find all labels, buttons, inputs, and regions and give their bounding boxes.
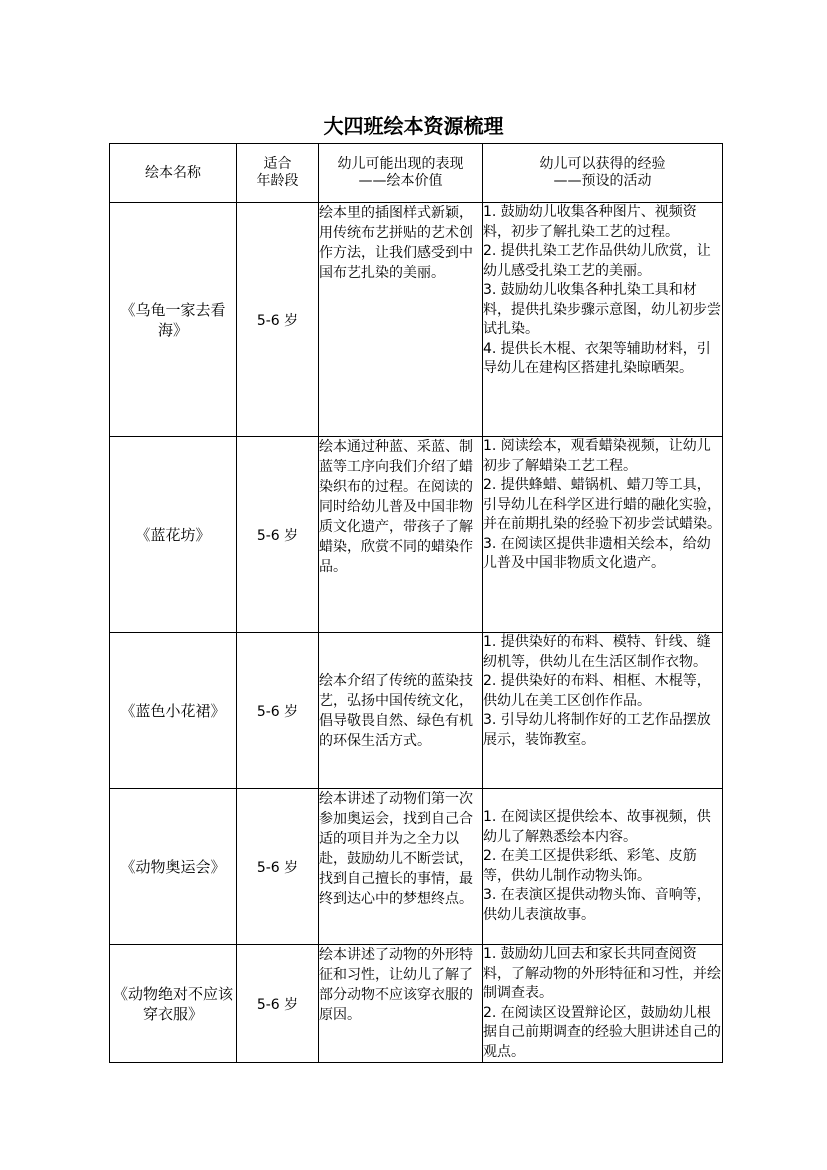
table-row [110, 789, 723, 945]
age-range: 5-6 岁 [237, 945, 319, 1063]
book-value: 绘本里的插图样式新颖，用传统布艺拼贴的艺术创作方法，让我们感受到中国布艺扎染的美丽。 [319, 203, 483, 437]
header-age-line1: 适合 [263, 156, 292, 172]
activity-item: 1. 提供染好的布料、模特、针线、缝纫机等，供幼儿在生活区制作衣物。 [483, 634, 711, 670]
book-name: 《蓝色小花裙》 [110, 633, 237, 789]
table-row [110, 633, 723, 789]
age-range: 5-6 岁 [237, 633, 319, 789]
activity-list [483, 789, 723, 945]
header-value-line2: ——绘本价值 [358, 173, 443, 189]
activity-item: 2. 在阅读区设置辩论区，鼓励幼儿根据自己前期调查的经验大胆讲述自己的观点。 [483, 1004, 721, 1060]
page-title: 大四班绘本资源梳理 [323, 114, 504, 138]
activity-item: 3. 引导幼儿将制作好的工艺作品摆放展示，装饰教室。 [483, 712, 711, 748]
activity-item: 2. 提供蜂蜡、蜡锅机、蜡刀等工具，引导幼儿在科学区进行蜡的融化实验，并在前期扎染的经验下初步尝试蜡染。 [483, 477, 721, 532]
activity-item: 1. 在阅读区提供绘本、故事视频，供幼儿了解熟悉绘本内容。 [483, 809, 711, 845]
age-range: 5-6 岁 [237, 789, 319, 945]
header-activity [483, 144, 723, 203]
book-value: 绘本通过种蓝、采蓝、制蓝等工序向我们介绍了蜡染织布的过程。在阅读的同时给幼儿普及中国非物质文化遗产，带孩子了解蜡染，欣赏不同的蜡染作品。 [319, 437, 483, 633]
header-activity-line1: 幼儿可以获得的经验 [539, 156, 666, 172]
activity-list [483, 633, 723, 789]
activity-item: 2. 提供扎染工艺作品供幼儿欣赏，让幼儿感受扎染工艺的美丽。 [483, 243, 711, 279]
book-name: 《蓝花坊》 [110, 437, 237, 633]
activity-item: 3. 鼓励幼儿收集各种扎染工具和材料，提供扎染步骤示意图，幼儿初步尝试扎染。 [483, 282, 721, 337]
header-age [237, 144, 319, 203]
activity-list [483, 437, 723, 633]
activity-item: 2. 在美工区提供彩纸、彩笔、皮筋等，供幼儿制作动物头饰。 [483, 848, 697, 884]
activity-item: 1. 鼓励幼儿回去和家长共同查阅资料，了解动物的外形特征和习性，并绘制调查表。 [483, 946, 721, 1001]
activity-item: 1. 鼓励幼儿收集各种图片、视频资料，初步了解扎染工艺的过程。 [483, 204, 697, 240]
table-row [110, 203, 723, 437]
age-range: 5-6 岁 [237, 203, 319, 437]
table-row [110, 437, 723, 633]
book-value: 绘本介绍了传统的蓝染技艺，弘扬中国传统文化，倡导敬畏自然、绿色有机的环保生活方式。 [319, 633, 483, 789]
activity-item: 1. 阅读绘本，观看蜡染视频，让幼儿初步了解蜡染工艺工程。 [483, 438, 711, 474]
header-value [319, 144, 483, 203]
resource-table [109, 143, 723, 1063]
table-row [110, 945, 723, 1063]
activity-item: 2. 提供染好的布料、相框、木棍等，供幼儿在美工区创作作品。 [483, 673, 711, 709]
activity-item: 4. 提供长木棍、衣架等辅助材料，引导幼儿在建构区搭建扎染晾晒架。 [483, 340, 711, 376]
activity-list [483, 203, 723, 437]
header-book-name: 绘本名称 [110, 144, 237, 203]
book-name: 《动物绝对不应该穿衣服》 [110, 945, 237, 1063]
header-row [110, 144, 723, 203]
activity-list [483, 945, 723, 1063]
header-activity-line2: ——预设的活动 [553, 173, 652, 189]
book-name: 《动物奥运会》 [110, 789, 237, 945]
header-value-line1: 幼儿可能出现的表现 [337, 156, 464, 172]
activity-item: 3. 在阅读区提供非遗相关绘本，给幼儿普及中国非物质文化遗产。 [483, 535, 711, 571]
book-value: 绘本讲述了动物们第一次参加奥运会，找到自己合适的项目并为之全力以赴，鼓励幼儿不断尝试，找到自己擅长的事情，最终到达心中的梦想终点。 [319, 789, 483, 945]
activity-item: 3. 在表演区提供动物头饰、音响等，供幼儿表演故事。 [483, 887, 711, 923]
header-age-line2: 年龄段 [256, 173, 299, 189]
age-range: 5-6 岁 [237, 437, 319, 633]
book-value: 绘本讲述了动物的外形特征和习性，让幼儿了解了部分动物不应该穿衣服的原因。 [319, 945, 483, 1063]
book-name: 《乌龟一家去看海》 [110, 203, 237, 437]
